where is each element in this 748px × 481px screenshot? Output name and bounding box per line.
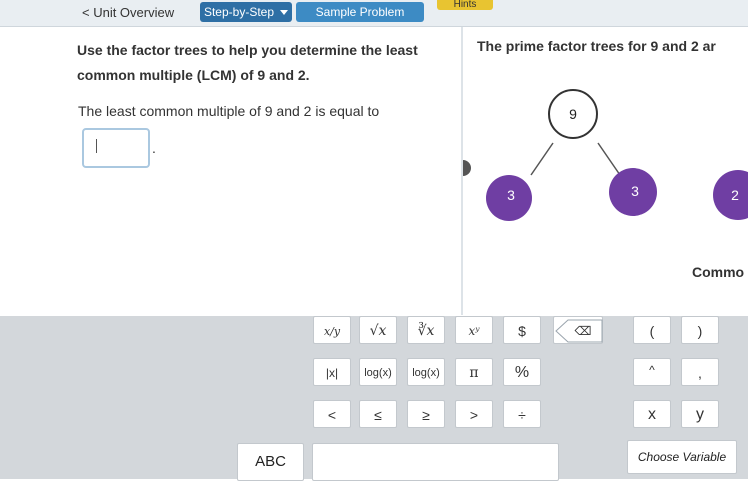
abc-keyboard-button[interactable]: ABC xyxy=(237,443,304,481)
cube-root-key[interactable]: ∛x xyxy=(407,316,445,344)
exponent-key[interactable]: xʸ xyxy=(455,316,493,344)
tree-leaf-label: 2 xyxy=(731,187,739,203)
unit-overview-link[interactable]: < Unit Overview xyxy=(82,5,175,20)
factor-tree-title: The prime factor trees for 9 and 2 ar xyxy=(477,38,716,54)
tree-branch-right xyxy=(598,143,620,175)
sample-problem-button[interactable]: Sample Problem xyxy=(296,2,424,22)
open-paren-key[interactable]: ( xyxy=(633,316,671,344)
answer-prompt: The least common multiple of 9 and 2 is equal to xyxy=(78,103,380,119)
chevron-down-icon xyxy=(280,10,288,15)
less-equal-key[interactable]: ≤ xyxy=(359,400,397,428)
divide-key[interactable]: ÷ xyxy=(503,400,541,428)
greater-equal-key[interactable]: ≥ xyxy=(407,400,445,428)
svg-text:⌫: ⌫ xyxy=(574,324,592,338)
problem-question: Use the factor trees to help you determine the least common multiple (LCM) of 9 and 2. xyxy=(77,42,418,83)
factor-tree-diagram xyxy=(463,80,748,260)
tree-root-label: 9 xyxy=(569,106,577,122)
backspace-key[interactable] xyxy=(553,316,603,344)
tree-branch-left xyxy=(531,143,553,175)
choose-variable-button[interactable]: Choose Variable xyxy=(627,440,737,474)
fraction-key-label: x/y xyxy=(323,324,341,338)
tree-leaf-label: 3 xyxy=(507,187,515,203)
answer-period: . xyxy=(152,140,156,156)
less-than-key[interactable]: < xyxy=(313,400,351,428)
fraction-key[interactable] xyxy=(313,316,351,344)
pi-key[interactable]: π xyxy=(455,358,493,386)
tree-leaf-label: 3 xyxy=(631,183,639,199)
dollar-key[interactable]: $ xyxy=(503,316,541,344)
greater-than-key[interactable]: > xyxy=(455,400,493,428)
sqrt-key[interactable]: √x xyxy=(359,316,397,344)
caret-key[interactable]: ^ xyxy=(633,358,671,386)
keypad-entry-field[interactable] xyxy=(312,443,559,481)
step-by-step-button[interactable] xyxy=(200,2,292,22)
absolute-value-key[interactable]: |x| xyxy=(313,358,351,386)
log-key[interactable]: log(x) xyxy=(359,358,397,386)
collapse-icon[interactable] xyxy=(463,160,471,176)
comma-key[interactable]: , xyxy=(681,358,719,386)
variable-y-key[interactable]: y xyxy=(681,400,719,428)
variable-x-key[interactable]: x xyxy=(633,400,671,428)
log-base-key[interactable]: log(x) xyxy=(407,358,445,386)
hints-button[interactable]: Hints xyxy=(437,0,493,10)
lcm-answer-input[interactable] xyxy=(82,128,150,168)
backspace-icon xyxy=(554,317,604,345)
text-cursor xyxy=(96,139,97,153)
step-by-step-label: Step-by-Step xyxy=(203,5,275,19)
percent-key[interactable]: % xyxy=(503,358,541,386)
close-paren-key[interactable]: ) xyxy=(681,316,719,344)
common-factors-heading: Commo xyxy=(692,264,745,280)
